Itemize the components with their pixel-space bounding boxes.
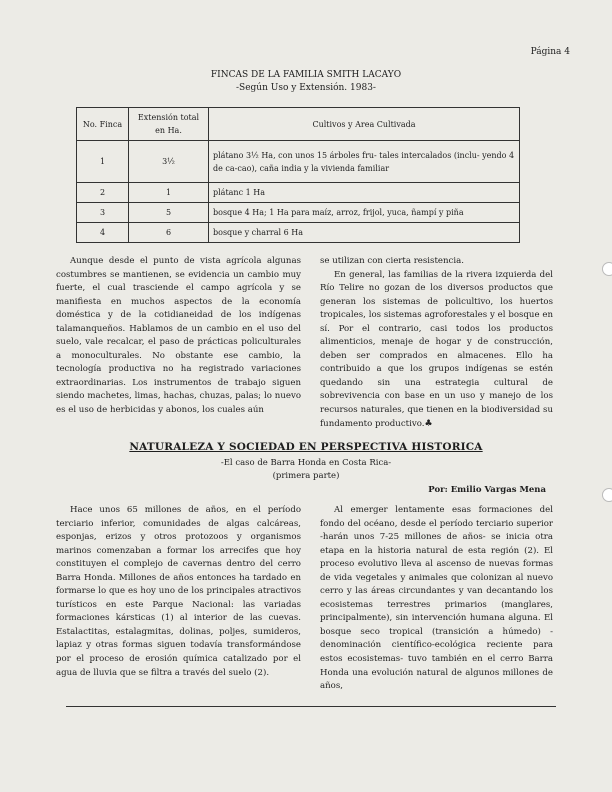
paragraph: se utilizan con cierta resistencia. (320, 256, 464, 266)
article2-author: Por: Emilio Vargas Mena (428, 485, 546, 495)
cell-extension: 1 (129, 183, 209, 203)
header-extension: Extensión total en Ha. (129, 108, 209, 141)
article2-subtitle: -El caso de Barra Honda en Costa Rica- (220, 458, 392, 468)
paragraph (320, 269, 553, 432)
article2-title: NATURALEZA Y SOCIEDAD EN PERSPECTIVA HISTORICA (129, 441, 483, 453)
paragraph: Al emerger lentamente esas formaciones del fondo del océano, desde el período terciario superior -harán unos 7-25 millones de años- se inicia otra etapa en la historia natural de esta región (2). El proceso evolutivo lleva al ascenso de nuevas formas de vida vegetales y animales que colonizan al nuevo cerro y las áreas circundantes y van decantando los ecosistemas terrestres primarios (manglares, principalmente), sin intervención humana alguna. El bosque seco tropical (transición a húmedo) -denominación científico-ecológica reciente para estos ecosistemas- tuvo también en el cerro Barra Honda una evolución natural de algunos millones de años, (320, 505, 553, 692)
paragraph: Hace unos 65 millones de años, en el período terciario inferior, comunidades de algas calcáreas, esponjas, erizos y otros protozoos y organismos marinos comenzaban a formar los arrecifes que hoy constituyen el complejo de cavernas dentro del cerro Barra Honda. Millones de años entonces ha tardado en formarse lo que es hoy uno de los principales atractivos turísticos en este Parque Nacional: las variadas formaciones kársticas (1) al interior de las cuevas. Estalactitas, estalagmitas, dolinas, poljes, sumideros, lapiaz y otras formas siguen todavía transformándose por el proceso de erosión química catalizado por el agua de lluvia que se filtra a través del suelo (2). (56, 505, 301, 678)
table-subtitle: -Según Uso y Extensión. 1983- (236, 83, 376, 93)
page-number: Página 4 (530, 47, 570, 57)
article2-right-column (320, 504, 553, 694)
cell-extension: 5 (129, 203, 209, 223)
cell-finca: 1 (77, 141, 129, 183)
table-title: FINCAS DE LA FAMILIA SMITH LACAYO (210, 70, 402, 80)
header-finca: No. Finca (77, 108, 129, 141)
cell-crops: bosque y charral 6 Ha (209, 223, 520, 243)
paragraph-text: En general, las familias de la rivera izquierda del Río Telire no gozan de los diversos productos que generan los sistemas de policultivo, los huertos tropicales, los sistemas agroforestales y el bosque en sí. Por el contrario, casi todos los productos alimenticios, menaje de hogar y de construcción, deben ser comprados en almacenes. Ello ha contribuido a que los grupos indígenas se estén quedando sin una estrategia cultural de sobrevivencia con base en un uso y manejo de los recursos naturales, que tienen en la biodiversidad su fundamento productivo. (320, 269, 553, 429)
cell-extension: 6 (129, 223, 209, 243)
cell-extension: 3½ (129, 141, 209, 183)
table-row (77, 141, 520, 183)
farms-table (76, 107, 520, 243)
binder-hole-top (602, 262, 612, 276)
cell-finca: 3 (77, 203, 129, 223)
article1-right-column (320, 255, 553, 431)
paragraph: Aunque desde el punto de vista agrícola algunas costumbres se mantienen, se evidencia un cambio muy fuerte, el cual trasciende el campo agrícola y se manifiesta en muchos aspectos de la economía doméstica y de la cotidianeidad de los indígenas talamanqueños. Hablamos de un cambio en el uso del suelo, vale recalcar, el paso de prácticas policulturales a monoculturales. No obstante ese cambio, la tecnología productiva no ha registrado variaciones extraordinarias. Los instrumentos de trabajo siguen siendo machetes, limas, hachas, chuzas, palas; lo nuevo es el uso de herbicidas y abonos, los cuales aún (56, 256, 301, 416)
table-row (77, 203, 520, 223)
cell-crops: plátano 3½ Ha, con unos 15 árboles fru- tales intercalados (inclu- yendo 4 de ca-cao), caña india y la vivienda familiar (209, 141, 520, 183)
club-icon: ♣ (424, 418, 433, 429)
table-header-row (77, 108, 520, 141)
cell-finca: 4 (77, 223, 129, 243)
binder-hole-bottom (602, 488, 612, 502)
article1-left-column (56, 255, 301, 418)
cell-crops: plátanc 1 Ha (209, 183, 520, 203)
cell-finca: 2 (77, 183, 129, 203)
article2-left-column (56, 504, 301, 680)
header-crops: Cultivos y Area Cultivada (209, 108, 520, 141)
article2-part: (primera parte) (272, 471, 340, 481)
table-row (77, 223, 520, 243)
table-row (77, 183, 520, 203)
footer-rule (66, 706, 556, 707)
cell-crops: bosque 4 Ha; 1 Ha para maíz, arroz, frijol, yuca, ñampí y piña (209, 203, 520, 223)
